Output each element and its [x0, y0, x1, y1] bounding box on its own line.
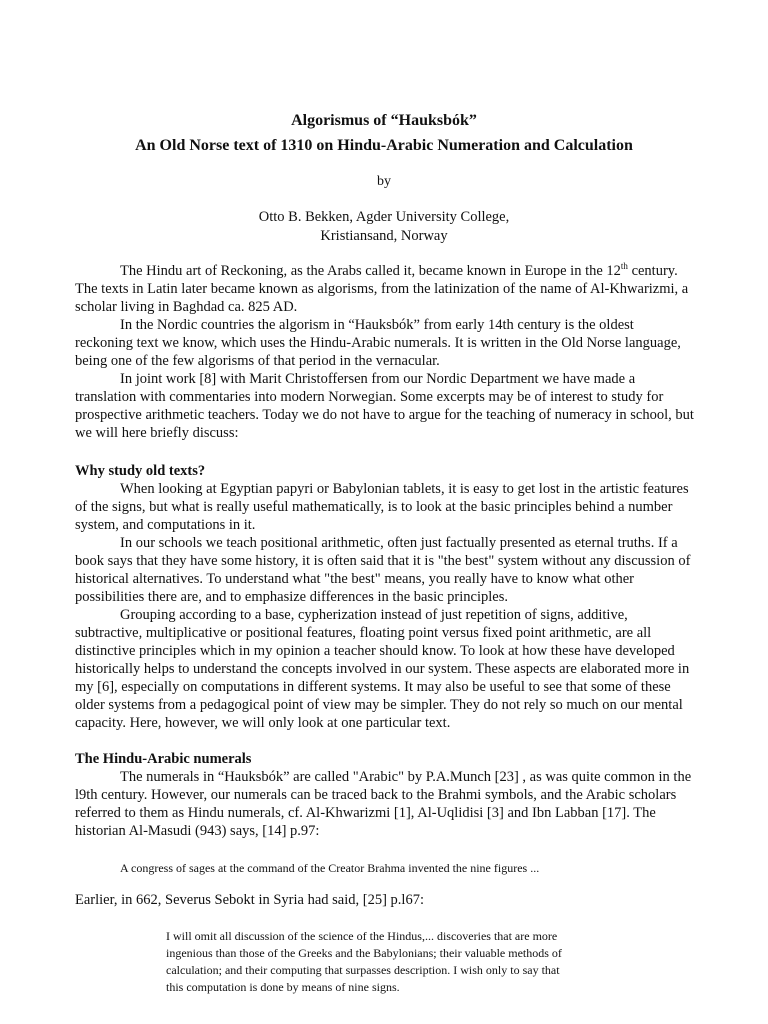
- why-paragraph-3: Grouping according to a base, cypherization instead of just repetition of signs, additive, subtractive, multiplicative or positional features, floating point versus fixed point arithmetic, are all distinctive principles which in my opinion a teacher should know. To look at how these have developed historically helps to understand the concepts involved in our system. These aspects are elaborated more in my [6], especially on computations in different systems. It may also be useful to see that some of these older systems from a pedagogical point of view may be simpler. They do not rely so much on our mental capacity. Here, however, we will only look at one particular text.: [75, 607, 690, 731]
- section-why-study: [75, 462, 695, 732]
- block-quote-al-masudi: A congress of sages at the command of the Creator Brahma invented the nine figures ...: [120, 861, 540, 875]
- section-heading-why-study: Why study old texts?: [75, 463, 206, 479]
- title-line-1: Algorismus of “Hauksbók”: [291, 112, 477, 129]
- title-line-2: An Old Norse text of 1310 on Hindu-Arabic Numeration and Calculation: [135, 137, 633, 154]
- section-numerals: [75, 750, 695, 840]
- author-location: Kristiansand, Norway: [320, 228, 448, 244]
- author-name-affiliation: Otto B. Bekken, Agder University College,: [258, 209, 510, 225]
- title-block: [0, 108, 768, 158]
- intro-paragraph-2: In the Nordic countries the algorism in “Hauksbók” from early 14th century is the oldest reckoning text we know, which uses the Hindu-Arabic numerals. It is written in the Old Norse language, being one of the few algorisms of that period in the vernacular.: [75, 317, 681, 369]
- intro-p1-continuation: century. The texts in Latin later became known as algorisms, from the latinization of the name of Al-Khwarizmi, a scholar living in Baghdad ca. 825 AD.: [75, 263, 689, 315]
- intro-p1-text: The Hindu art of Reckoning, as the Arabs called it, became known in Europe in the 12: [120, 263, 621, 279]
- intro-paragraph-3: In joint work [8] with Marit Christoffersen from our Nordic Department we have made a translation with commentaries into modern Norwegian. Some excerpts may be of interest to study for prospective arithmetic teachers. Today we do not have to argue for the teaching of numeracy in school, but we will here briefly discuss:: [75, 371, 694, 441]
- earlier-line: Earlier, in 662, Severus Sebokt in Syria had said, [25] p.l67:: [75, 892, 424, 908]
- author-block: [0, 208, 768, 246]
- intro-paragraph-1: [75, 262, 695, 316]
- why-paragraph-1: When looking at Egyptian papyri or Babylonian tablets, it is easy to get lost in the artistic features of the signs, but what is really useful mathematically, is to look at the basic principles behind a number system, and computations in it.: [75, 481, 689, 533]
- block-quote-sebokt: I will omit all discussion of the science of the Hindus,... discoveries that are more ingenious than those of the Greeks and the Babylonians; their valuable methods of calculation; and their computing that surpasses description. I wish only to say that this computation is done by means of nine signs.: [166, 929, 562, 994]
- section-heading-numerals: The Hindu-Arabic numerals: [75, 751, 252, 767]
- numerals-paragraph-1: The numerals in “Hauksbók” are called "Arabic" by P.A.Munch [23] , as was quite common in the l9th century. However, our numerals can be traced back to the Brahmi symbols, and the Arabic scholars referred to them as Hindu numerals, cf. Al-Khwarizmi [1], Al-Uqlidisi [3] and Ibn Labban [17]. The historian Al-Masudi (943) says, [14] p.97:: [75, 769, 692, 839]
- intro-section: [75, 262, 695, 442]
- why-paragraph-2: In our schools we teach positional arithmetic, often just factually presented as eternal truths. If a book says that they have some history, it is often said that it is "the best" system without any discussion of historical alternatives. To understand what "the best" means, you really have to know what other possibilities there are, and to emphasize differences in the basic principles.: [75, 535, 691, 605]
- by-line: by: [377, 174, 391, 189]
- superscript-th: th: [620, 261, 628, 272]
